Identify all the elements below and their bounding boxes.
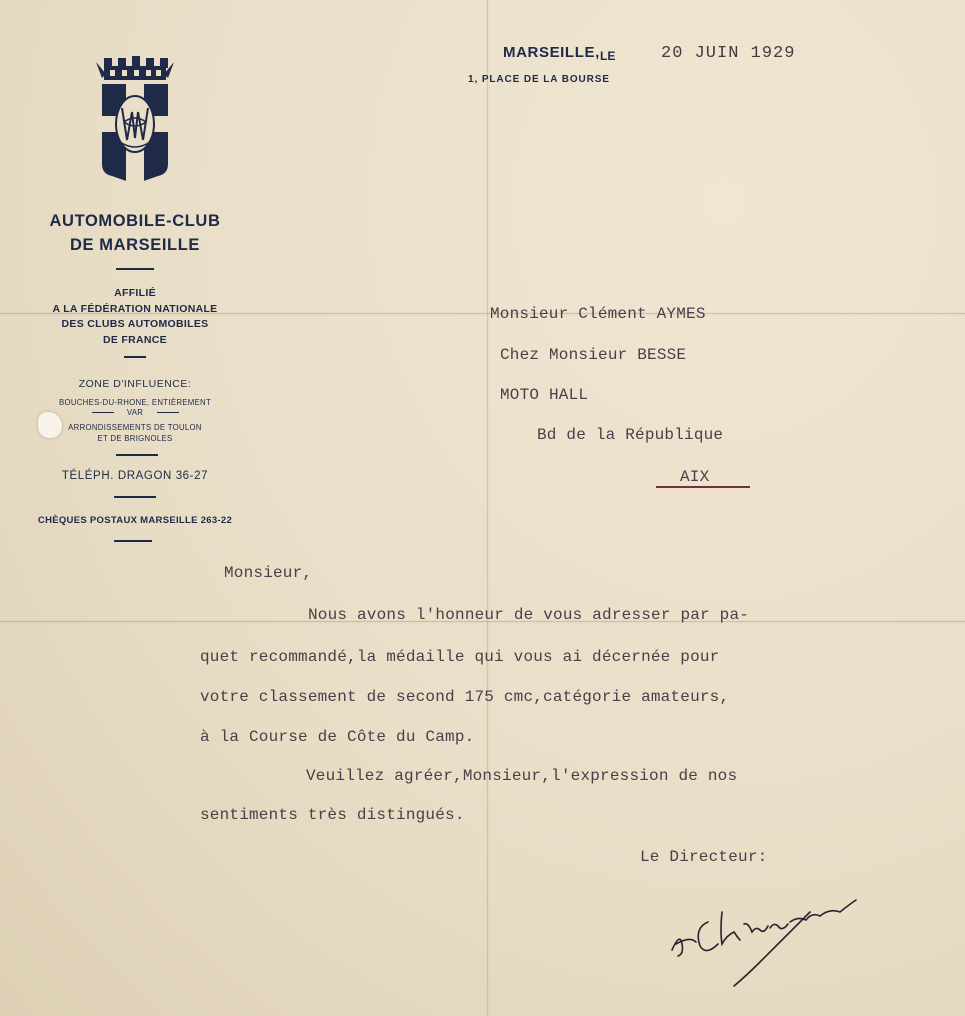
body-line: votre classement de second 175 cmc,catégorie amateurs, — [200, 688, 730, 706]
zone-line: ARRONDISSEMENTS DE TOULON — [68, 423, 202, 432]
letter-date: 20 JUIN 1929 — [661, 44, 796, 63]
club-name-line2: DE MARSEILLE — [69, 236, 201, 254]
affiliation-line: DES CLUBS AUTOMOBILES — [61, 318, 209, 330]
divider — [92, 412, 114, 413]
body-line: Nous avons l'honneur de vous adresser par pa- — [308, 606, 750, 624]
divider — [114, 540, 152, 542]
fold-crease — [487, 0, 488, 1016]
body-line: Veuillez agréer,Monsieur,l'expression de nos — [306, 767, 738, 785]
signature-icon — [660, 882, 870, 992]
closing-title: Le Directeur: — [640, 848, 768, 866]
recipient-city: AIX — [680, 468, 710, 486]
header-city: MARSEILLE, — [503, 44, 600, 61]
zone-line: BOUCHES-DU-RHONE, ENTIÈREMENT — [58, 398, 212, 407]
recipient-line: MOTO HALL — [500, 386, 589, 404]
club-name-line1: AUTOMOBILE-CLUB — [49, 212, 221, 230]
zone-title: ZONE D'INFLUENCE: — [78, 378, 192, 390]
recipient-line: Monsieur Clément AYMES — [490, 305, 706, 323]
header-address: 1, PLACE DE LA BOURSE — [468, 74, 610, 85]
body-line: sentiments très distingués. — [200, 806, 465, 824]
club-name — [10, 209, 260, 257]
affiliation-line: A LA FÉDÉRATION NATIONALE — [52, 302, 218, 315]
divider — [157, 412, 179, 413]
body-line: quet recommandé,la médaille qui vous ai décernée pour — [200, 648, 720, 666]
affiliation-block — [20, 286, 250, 348]
paper-tear — [38, 412, 62, 438]
city-underline — [656, 486, 750, 488]
zone-line: ET DE BRIGNOLES — [97, 434, 173, 443]
phone-number: TÉLÉPH. DRAGON 36-27 — [61, 470, 209, 482]
salutation: Monsieur, — [224, 564, 313, 582]
divider — [114, 496, 156, 498]
recipient-line: Chez Monsieur BESSE — [500, 346, 687, 364]
header-le: LE — [600, 49, 616, 63]
affiliation-line: DE FRANCE — [103, 333, 167, 346]
divider — [116, 268, 154, 270]
postal-cheques: CHÈQUES POSTAUX MARSEILLE 263-22 — [37, 515, 233, 526]
zone-line: VAR — [126, 408, 144, 417]
club-crest-icon — [96, 56, 174, 188]
divider — [124, 356, 146, 358]
body-line: à la Course de Côte du Camp. — [200, 728, 475, 746]
affiliation-line: AFFILIÉ — [114, 287, 156, 299]
divider — [116, 454, 158, 456]
recipient-line: Bd de la République — [537, 426, 724, 444]
